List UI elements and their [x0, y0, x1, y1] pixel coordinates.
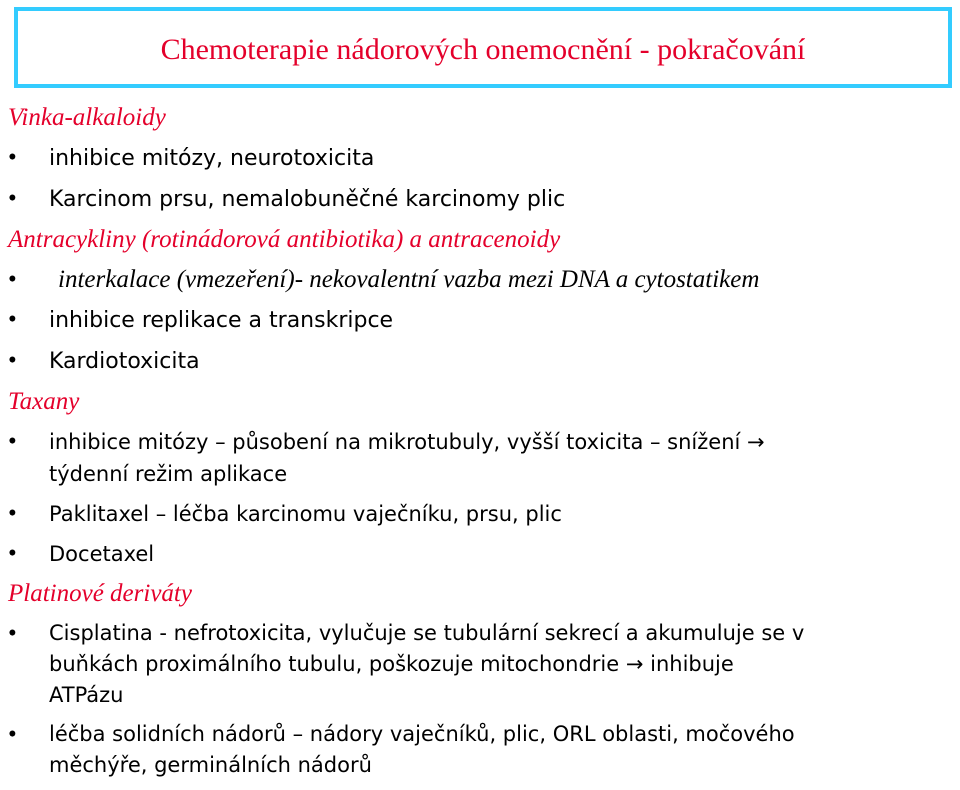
item-text: Docetaxel	[49, 542, 155, 566]
bullet-item	[8, 300, 960, 341]
bullet-icon: •	[8, 266, 17, 293]
bullet-icon: •	[8, 721, 17, 748]
bullet-item	[8, 494, 960, 534]
item-text-line: Cisplatina - nefrotoxicita, vylučuje se tubulární sekrecí a akumuluje se v	[49, 621, 805, 645]
section-heading-antracykliny: Antracykliny (rotinádorová antibiotika) a antracenoidy	[8, 226, 561, 253]
slide-content	[0, 98, 960, 785]
bullet-icon: •	[8, 347, 17, 374]
bullet-item	[8, 138, 960, 179]
item-text: inhibice mitózy, neurotoxicita	[49, 146, 375, 171]
bullet-item	[8, 341, 960, 382]
item-text: Paklitaxel – léčba karcinomu vaječníku, prsu, plic	[49, 502, 562, 526]
bullet-icon: •	[8, 144, 17, 171]
bullet-icon: •	[8, 620, 17, 647]
bullet-item	[8, 179, 960, 220]
bullet-item	[8, 614, 960, 715]
bullet-icon: •	[8, 306, 17, 333]
item-text-line: měchýře, germinálních nádorů	[49, 753, 372, 777]
item-text-line: léčba solidních nádorů – nádory vaječníků, plic, ORL oblasti, močového	[49, 722, 795, 746]
bullet-item	[8, 260, 960, 300]
item-text: inhibice replikace a transkripce	[49, 308, 394, 333]
item-text: Kardiotoxicita	[49, 349, 200, 374]
bullet-icon: •	[8, 500, 17, 527]
bullet-icon: •	[8, 540, 17, 567]
bullet-icon: •	[8, 428, 17, 455]
bullet-item	[8, 534, 960, 574]
section-heading-platinove: Platinové deriváty	[8, 580, 192, 607]
slide-title: Chemoterapie nádorových onemocnění - pokračování	[160, 32, 806, 66]
section-heading-taxany: Taxany	[8, 388, 80, 415]
item-text: Karcinom prsu, nemalobuněčné karcinomy plic	[49, 187, 566, 212]
item-text-line: buňkách proximálního tubulu, poškozuje mitochondrie → inhibuje	[49, 652, 734, 676]
item-text: interkalace (vmezeření)- nekovalentní vazba mezi DNA a cytostatikem	[58, 266, 760, 293]
section-heading-vinka: Vinka-alkaloidy	[8, 104, 166, 131]
title-box	[14, 7, 952, 88]
item-text-line: ATPázu	[49, 683, 124, 707]
bullet-icon: •	[8, 185, 17, 212]
bullet-item	[8, 422, 960, 494]
bullet-item	[8, 715, 960, 785]
item-text-line: inhibice mitózy – působení na mikrotubuly, vyšší toxicita – snížení →	[49, 430, 765, 454]
item-text-line: týdenní režim aplikace	[49, 462, 288, 486]
